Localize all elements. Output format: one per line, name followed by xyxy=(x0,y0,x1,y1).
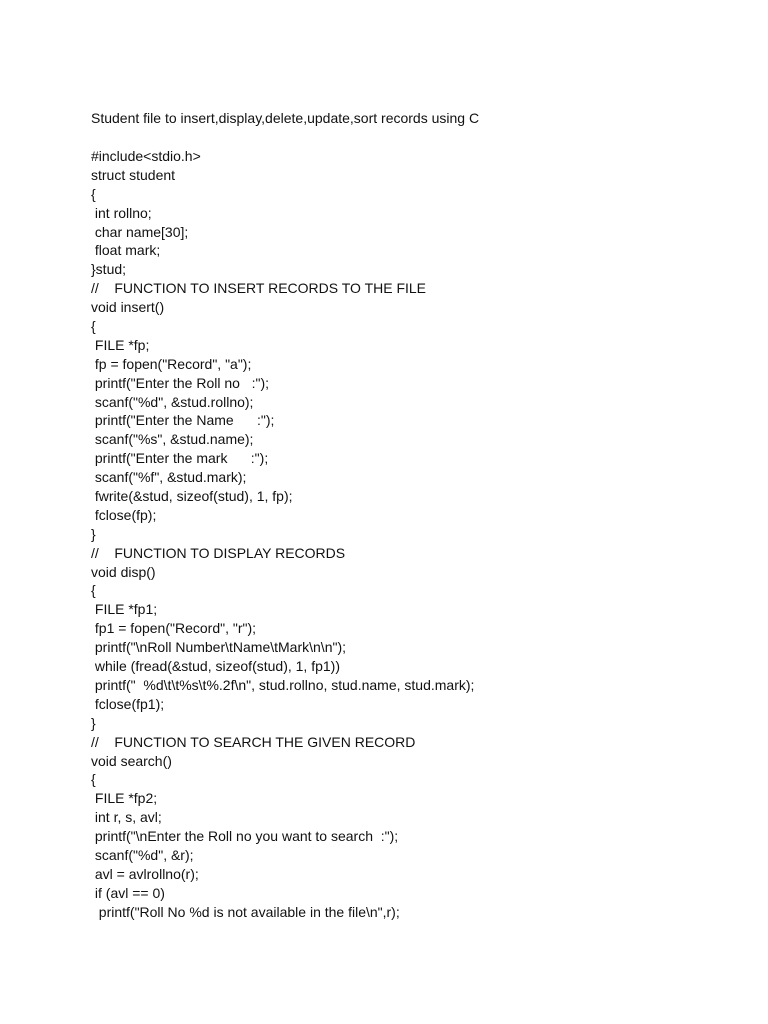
code-line: printf("\nEnter the Roll no you want to search :"); xyxy=(91,828,399,845)
code-line: scanf("%f", &stud.mark); xyxy=(91,469,247,486)
code-listing xyxy=(91,147,474,922)
code-line: fclose(fp); xyxy=(91,506,157,523)
code-line: fp = fopen("Record", "a"); xyxy=(91,355,252,372)
code-line: int rollno; xyxy=(91,204,152,221)
code-line: FILE *fp1; xyxy=(91,601,158,618)
code-line: if (avl == 0) xyxy=(91,884,165,901)
code-line: printf("\nRoll Number\tName\tMark\n\n"); xyxy=(91,639,347,656)
code-line: int r, s, avl; xyxy=(91,809,162,826)
code-line: printf(" %d\t\t%s\t%.2f\n", stud.rollno, stud.name, stud.mark); xyxy=(91,676,475,693)
code-line: float mark; xyxy=(91,242,161,259)
code-line: fp1 = fopen("Record", "r"); xyxy=(91,620,257,637)
code-line: { xyxy=(91,318,96,335)
code-line: fwrite(&stud, sizeof(stud), 1, fp); xyxy=(91,488,293,505)
code-line: // FUNCTION TO SEARCH THE GIVEN RECORD xyxy=(91,733,416,750)
code-line: scanf("%s", &stud.name); xyxy=(91,431,254,448)
code-line: scanf("%d", &stud.rollno); xyxy=(91,393,254,410)
code-line: { xyxy=(91,771,96,788)
code-line: // FUNCTION TO DISPLAY RECORDS xyxy=(91,544,346,561)
code-line: } xyxy=(91,714,96,731)
code-line: scanf("%d", &r); xyxy=(91,846,194,863)
code-line: FILE *fp2; xyxy=(91,790,158,807)
code-line: printf("Enter the Roll no :"); xyxy=(91,374,270,391)
code-line: printf("Enter the Name :"); xyxy=(91,412,275,429)
code-line: printf("Roll No %d is not available in the file\n",r); xyxy=(91,903,400,920)
document-title: Student file to insert,display,delete,update,sort records using C xyxy=(91,110,480,126)
code-line: FILE *fp; xyxy=(91,336,150,353)
code-line: { xyxy=(91,582,96,599)
code-line: struct student xyxy=(91,166,176,183)
code-line: } xyxy=(91,525,96,542)
code-line: printf("Enter the mark :"); xyxy=(91,450,269,467)
code-line: void insert() xyxy=(91,299,165,316)
code-line: avl = avlrollno(r); xyxy=(91,865,199,882)
code-line: fclose(fp1); xyxy=(91,695,165,712)
code-line: void disp() xyxy=(91,563,156,580)
code-line: }stud; xyxy=(91,261,127,278)
code-line: #include<stdio.h> xyxy=(91,148,201,164)
code-line: char name[30]; xyxy=(91,223,189,240)
code-line: // FUNCTION TO INSERT RECORDS TO THE FILE xyxy=(91,280,427,297)
code-line: { xyxy=(91,185,96,202)
code-line: void search() xyxy=(91,752,172,769)
code-line: while (fread(&stud, sizeof(stud), 1, fp1)) xyxy=(91,658,340,675)
